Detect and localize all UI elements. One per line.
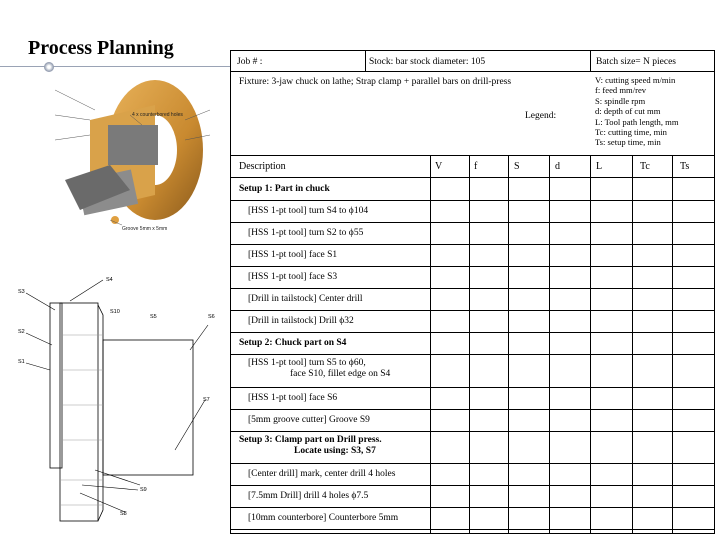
grid-vline bbox=[508, 155, 509, 533]
grid-hline bbox=[230, 71, 715, 72]
label-s3: S3 bbox=[18, 289, 25, 295]
grid-hline bbox=[230, 354, 715, 355]
legend-item: V: cutting speed m/min bbox=[595, 75, 676, 85]
column-header-d: d bbox=[555, 161, 560, 172]
label-s6: S6 bbox=[208, 314, 215, 320]
operation-row bbox=[248, 272, 337, 283]
operation-text-continued: Locate using: S3, S7 bbox=[294, 446, 376, 456]
grid-hline bbox=[230, 288, 715, 289]
grid-vline bbox=[672, 155, 673, 533]
operation-row bbox=[248, 393, 337, 404]
operation-row bbox=[248, 358, 390, 380]
label-s4: S4 bbox=[106, 277, 113, 283]
setup-header-row bbox=[239, 184, 330, 195]
operation-text: [HSS 1-pt tool] face S6 bbox=[248, 393, 338, 403]
divider-bullet bbox=[44, 62, 54, 72]
setup-header-row bbox=[239, 338, 346, 349]
batch-size: Batch size= N pieces bbox=[596, 57, 677, 67]
grid-hline bbox=[230, 332, 715, 333]
label-s10: S10 bbox=[110, 309, 120, 315]
page-title: Process Planning bbox=[28, 37, 174, 59]
grid-vline bbox=[365, 50, 366, 71]
part-body bbox=[65, 80, 203, 224]
fixture-info: Fixture: 3-jaw chuck on lathe; Strap clamp + parallel bars on drill-press bbox=[239, 77, 512, 87]
operation-row bbox=[248, 228, 363, 239]
column-header-f: f bbox=[474, 161, 478, 172]
grid-hline bbox=[230, 431, 715, 432]
grid-hline bbox=[230, 529, 715, 530]
title-divider bbox=[0, 66, 230, 67]
grid-hline bbox=[230, 387, 715, 388]
legend-item: Ts: setup time, min bbox=[595, 137, 661, 148]
legend-list bbox=[595, 75, 679, 148]
grid-vline bbox=[430, 155, 431, 533]
operation-text: [HSS 1-pt tool] face S1 bbox=[248, 250, 338, 260]
legend-item: d: depth of cut mm bbox=[595, 106, 661, 117]
part-3d-illustration bbox=[50, 80, 225, 240]
operation-row bbox=[248, 206, 368, 217]
grid-vline bbox=[632, 155, 633, 533]
operation-row bbox=[248, 250, 337, 261]
operation-text: [5mm groove cutter] Groove S9 bbox=[248, 415, 370, 425]
grid-vline bbox=[590, 155, 591, 533]
label-s9: S9 bbox=[140, 487, 147, 493]
column-header-v: V bbox=[435, 161, 443, 172]
operation-text: [10mm counterbore] Counterbore 5mm bbox=[248, 513, 399, 523]
operation-row bbox=[248, 316, 354, 327]
grid-hline bbox=[230, 155, 715, 156]
grid-hline bbox=[230, 463, 715, 464]
grid-vline bbox=[590, 50, 591, 71]
column-header-ts: Ts bbox=[680, 161, 690, 172]
label-s5: S5 bbox=[150, 314, 157, 320]
operation-text: [HSS 1-pt tool] turn S4 to ϕ104 bbox=[248, 206, 369, 216]
column-header-s: S bbox=[514, 161, 520, 172]
operation-text: [HSS 1-pt tool] turn S2 to ϕ55 bbox=[248, 228, 364, 238]
legend-item: f: feed mm/rev bbox=[595, 85, 647, 96]
operation-text: [HSS 1-pt tool] face S3 bbox=[248, 272, 338, 282]
grid-hline bbox=[230, 200, 715, 201]
grid-hline bbox=[230, 485, 715, 486]
callout-groove: Groove 5mm x 5mm bbox=[122, 226, 168, 232]
label-s8: S8 bbox=[120, 511, 127, 517]
legend-item: Tc: cutting time, min bbox=[595, 127, 667, 138]
operation-row bbox=[248, 294, 363, 305]
legend-label: Legend: bbox=[525, 111, 557, 121]
operation-text: [Center drill] mark, center drill 4 holes bbox=[248, 469, 396, 479]
operation-text: [7.5mm Drill] drill 4 holes ϕ7.5 bbox=[248, 491, 369, 501]
column-header-tc: Tc bbox=[640, 161, 650, 172]
callout-holes: 4 x counterbored holes bbox=[132, 112, 183, 118]
grid-hline bbox=[230, 310, 715, 311]
column-header-l: L bbox=[596, 161, 603, 172]
operation-text: [Drill in tailstock] Center drill bbox=[248, 294, 363, 304]
stock-info: Stock: bar stock diameter: 105 bbox=[369, 57, 486, 67]
legend-item: L: Tool path length, mm bbox=[595, 116, 679, 127]
operation-row bbox=[248, 513, 398, 524]
operation-text: Setup 2: Chuck part on S4 bbox=[239, 338, 347, 348]
legend-item: S: spindle rpm bbox=[595, 95, 646, 106]
operation-text: Setup 1: Part in chuck bbox=[239, 184, 330, 194]
grid-hline bbox=[230, 507, 715, 508]
grid-hline bbox=[230, 266, 715, 267]
grid-hline bbox=[230, 409, 715, 410]
label-s7: S7 bbox=[203, 397, 210, 403]
grid-vline bbox=[469, 155, 470, 533]
grid-vline bbox=[549, 155, 550, 533]
label-s1: S1 bbox=[18, 359, 25, 365]
setup-header-row bbox=[239, 435, 382, 457]
operation-text-continued: face S10, fillet edge on S4 bbox=[290, 369, 391, 379]
grid-hline bbox=[230, 177, 715, 178]
operation-text: [HSS 1-pt tool] turn S5 to ϕ60, bbox=[248, 358, 366, 368]
column-header-description: Description bbox=[239, 161, 286, 172]
label-s2: S2 bbox=[18, 329, 25, 335]
grid-hline bbox=[230, 222, 715, 223]
section-drawing bbox=[10, 275, 230, 525]
operation-row bbox=[248, 415, 370, 426]
job-number: Job # : bbox=[237, 57, 263, 67]
operation-row bbox=[248, 491, 368, 502]
operation-text: Setup 3: Clamp part on Drill press. bbox=[239, 435, 382, 445]
grid-hline bbox=[230, 244, 715, 245]
operation-row bbox=[248, 469, 395, 480]
operation-text: [Drill in tailstock] Drill ϕ32 bbox=[248, 316, 354, 326]
hidden-lines bbox=[60, 335, 103, 505]
